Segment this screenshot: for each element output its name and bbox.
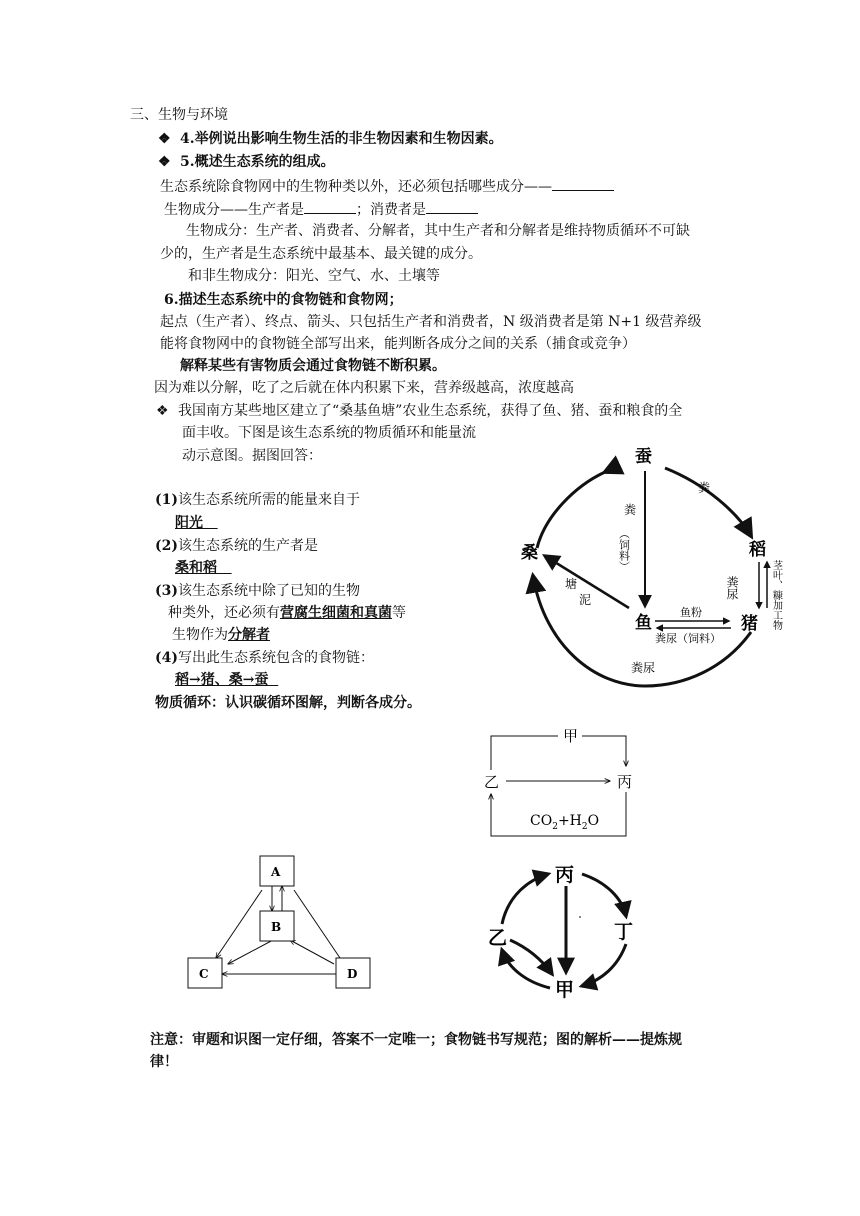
question-1	[155, 491, 360, 509]
bullet-icon: ❖	[156, 403, 169, 419]
label-feces: 粪	[698, 481, 711, 495]
answer-1	[175, 514, 218, 532]
label-silk-feed-2: （饲料）	[617, 528, 631, 572]
question-components	[160, 177, 614, 196]
question-2-text: 该生态系统的生产者是	[178, 538, 318, 554]
label-feces-urine-bottom: 粪尿	[631, 661, 656, 675]
label-a: A	[271, 865, 281, 879]
question-3-line-1	[155, 582, 360, 600]
case-line-2: 面丰收。下图是该生态系统的物质循环和能量流	[182, 425, 476, 441]
answer-1-text: 阳光	[175, 515, 203, 531]
blank-line	[426, 200, 478, 214]
label-d: D	[347, 967, 358, 981]
answer-4	[175, 671, 278, 689]
node-yi: 乙	[488, 927, 508, 949]
question-producer-text: 生物成分——生产者是	[164, 202, 304, 218]
node-silkworm: 蚕	[635, 447, 652, 467]
blank-line	[304, 200, 356, 214]
label-feces-urine-right: 粪尿	[725, 576, 739, 600]
case-line-3: 动示意图。据图回答：	[182, 448, 322, 464]
accumulation-text: 因为难以分解，吃了之后就在体内积累下来，营养级越高，浓度越高	[154, 380, 574, 396]
question-1-text: 该生态系统所需的能量来自于	[178, 492, 360, 508]
question-number: (1)	[155, 492, 178, 508]
answer-4-text: 稻→猪、桑→蚕	[175, 672, 269, 688]
question-consumer-text: ；消费者是	[356, 202, 426, 218]
answer-3b-text: 分解者	[228, 627, 270, 643]
label-stem-leaf: 茎叶、糠加工物	[770, 560, 782, 630]
label-pond-mud-2: 泥	[579, 593, 592, 607]
node-fish: 鱼	[635, 613, 652, 633]
objective-6-line-1: 起点（生产者）、终点、箭头、只包括生产者和消费者，N 级消费者是第 N+1 级营养级	[160, 314, 702, 330]
question-3-text: 该生态系统中除了已知的生物	[178, 583, 360, 599]
carbon-cycle-box-diagram	[478, 724, 648, 846]
question-3-text: 生物作为	[172, 627, 228, 643]
accumulation-title: 解释某些有害物质会通过食物链不断积累。	[180, 358, 446, 374]
label-silk-feed-1: 粪	[624, 503, 637, 517]
question-4-text: 写出此生态系统包含的食物链：	[178, 650, 374, 666]
label-pond-mud-1: 塘	[565, 577, 578, 591]
objective-6: 6.描述生态系统中的食物链和食物网；	[164, 292, 403, 308]
node-bing: 丙	[617, 773, 633, 791]
question-3-line-3	[172, 626, 270, 644]
question-number: (4)	[155, 650, 178, 666]
question-producer	[164, 200, 478, 219]
bio-components-line-1: 生物成分：生产者、消费者、分解者，其中生产者和分解者是维持物质循环不可缺	[186, 223, 690, 239]
node-rice: 稻	[749, 540, 766, 560]
answer-2-text: 桑和稻	[175, 560, 217, 576]
answer-3a-text: 营腐生细菌和真菌	[280, 605, 392, 621]
note-line-2: 律！	[150, 1054, 178, 1070]
objective-6-line-2: 能将食物网中的食物链全部写出来，能判断各成分之间的关系（捕食或竞争）	[160, 336, 636, 352]
formula-co2-h2o: $CO_2+H_2O$	[530, 813, 600, 832]
label-c: C	[199, 967, 209, 981]
question-number: (2)	[155, 538, 178, 554]
question-3-line-2	[168, 604, 406, 622]
node-jia: 甲	[563, 727, 579, 745]
question-4	[155, 649, 374, 667]
question-3-text: 种类外，还必须有	[168, 605, 280, 621]
objective-5-text: 5.概述生态系统的组成。	[180, 154, 335, 170]
question-number: (3)	[155, 583, 178, 599]
node-mulberry: 桑	[521, 543, 538, 563]
node-ding: 丁	[614, 921, 634, 943]
question-2	[155, 537, 318, 555]
question-3-text: 等	[392, 605, 406, 621]
bio-components-line-2: 少的，生产者是生态系统中最基本、最关键的成分。	[160, 246, 482, 262]
abcd-triangle-diagram	[182, 852, 378, 992]
node-bing: 丙	[555, 864, 575, 886]
blank-line	[552, 177, 614, 191]
objective-4-text: 4.举例说出影响生物生活的非生物因素和生物因素。	[180, 131, 503, 147]
objective-5	[158, 153, 335, 171]
section-title: 三、生物与环境	[130, 107, 228, 123]
node-pig: 猪	[741, 614, 758, 634]
objective-4	[158, 130, 503, 148]
abiotic-components: 和非生物成分：阳光、空气、水、土壤等	[188, 268, 440, 284]
label-b: B	[271, 920, 282, 934]
case-line-1	[156, 402, 682, 420]
label-feces-feed: 粪尿（饲料）	[655, 632, 721, 645]
bullet-icon: ❖	[158, 131, 171, 147]
carbon-cycle-title: 物质循环：认识碳循环图解，判断各成分。	[155, 695, 421, 711]
note-line-1: 注意：审题和识图一定仔细，答案不一定唯一；食物链书写规范；图的解析——提炼规	[150, 1032, 682, 1048]
node-yi: 乙	[484, 773, 500, 791]
node-jia: 甲	[555, 979, 575, 1001]
mulberry-fish-pond-diagram	[505, 436, 805, 698]
cycle-diagram-bing-ding	[484, 858, 644, 1002]
bullet-icon: ❖	[158, 154, 171, 170]
question-components-text: 生态系统除食物网中的生物种类以外，还必须包括哪些成分——	[160, 179, 552, 195]
case-line-1-text: 我国南方某些地区建立了“桑基鱼塘”农业生态系统，获得了鱼、猪、蚕和粮食的全	[178, 403, 683, 419]
answer-2	[175, 559, 232, 577]
label-fish-meal: 鱼粉	[680, 606, 702, 619]
